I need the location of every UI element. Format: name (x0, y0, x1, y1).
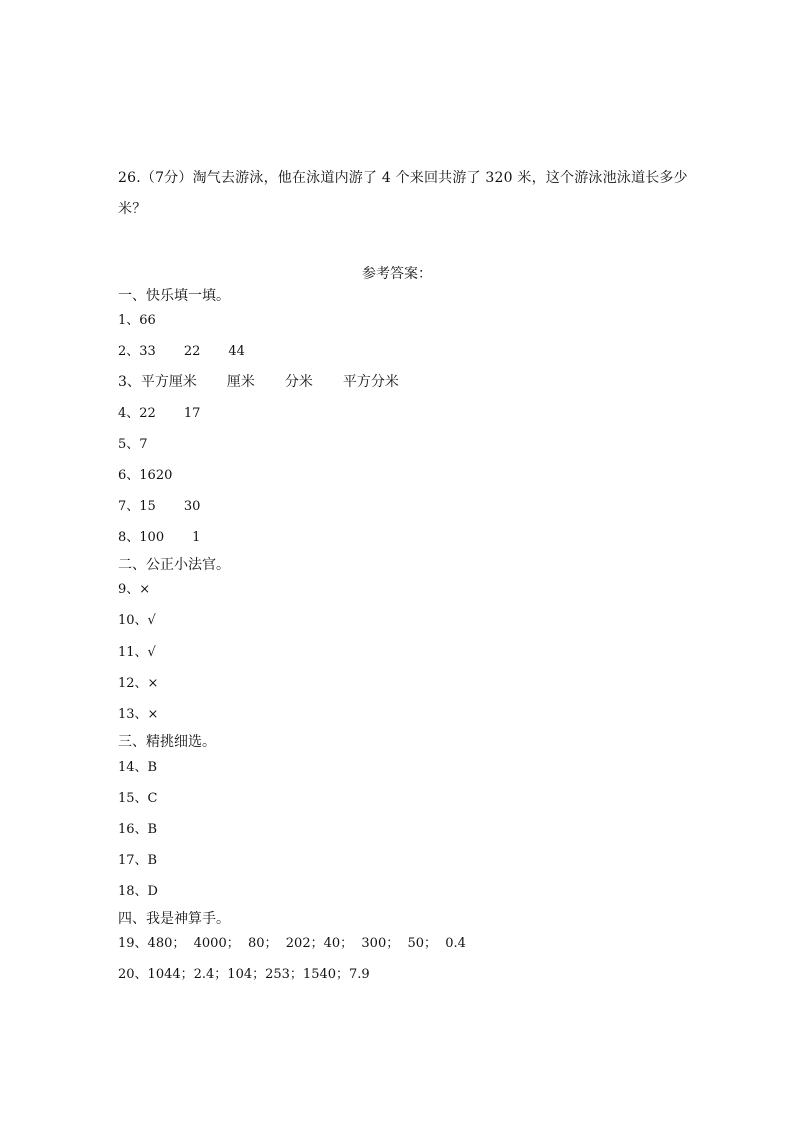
answer-number: 2、 (118, 344, 140, 359)
answer-value: 平方厘米 (140, 374, 197, 390)
answer-value: 30 (183, 499, 201, 514)
answer-row-12 (118, 675, 158, 693)
answer-row-2 (118, 343, 245, 361)
answer-value: D (147, 884, 158, 899)
answers-title: 参考答案： (362, 266, 432, 282)
answer-value: × (147, 676, 159, 691)
answer-value: 22 (139, 406, 156, 421)
answer-value: √ (147, 645, 156, 660)
answer-number: 7、 (118, 499, 140, 514)
answer-row-13 (118, 706, 158, 724)
answer-value: √ (147, 613, 156, 628)
answer-row-14 (118, 759, 157, 777)
answer-value: 44 (228, 344, 245, 359)
answer-value: 15 (139, 499, 156, 514)
answer-value: B (147, 760, 158, 775)
section-heading-1: 一、快乐填一填。 (118, 288, 230, 304)
answer-value: 7 (139, 437, 148, 452)
answer-number: 13、 (118, 707, 148, 722)
answer-value: 1 (192, 530, 201, 545)
answer-number: 6、 (118, 468, 140, 483)
answer-row-20 (118, 966, 370, 984)
answer-row-4 (118, 405, 200, 423)
answer-number: 10、 (118, 613, 148, 628)
answer-row-10 (118, 612, 156, 630)
answer-value: B (147, 853, 158, 868)
answer-value: 平方分米 (342, 374, 399, 390)
answer-row-18 (118, 883, 158, 901)
answer-value: 33 (139, 344, 156, 359)
answer-number: 17、 (118, 853, 148, 868)
answer-row-8 (118, 529, 200, 547)
answer-value: C (147, 791, 158, 806)
answer-number: 8、 (118, 530, 140, 545)
answer-value: 22 (183, 344, 201, 359)
answer-row-3 (118, 373, 399, 391)
answer-number: 1、 (118, 313, 140, 328)
answer-value: 17 (183, 406, 201, 421)
answer-value: 1620 (139, 468, 173, 483)
answer-value: B (147, 822, 158, 837)
answer-number: 15、 (118, 791, 148, 806)
answer-value: × (147, 707, 159, 722)
answer-row-17 (118, 852, 157, 870)
answer-value: × (139, 582, 151, 597)
answer-number: 5、 (118, 437, 140, 452)
answer-row-1 (118, 312, 156, 330)
answer-value: 1044；2.4；104；253；1540；7.9 (147, 967, 370, 982)
section-heading-3: 三、精挑细选。 (118, 734, 216, 750)
answer-row-9 (118, 581, 150, 599)
answer-number: 4、 (118, 406, 140, 421)
answer-row-11 (118, 644, 156, 662)
answer-number: 20、 (118, 967, 148, 982)
answer-value: 厘米 (226, 374, 255, 390)
answer-value: 分米 (284, 374, 313, 390)
answer-row-7 (118, 498, 200, 516)
section-heading-4: 四、我是神算手。 (118, 911, 230, 927)
answer-row-19 (118, 935, 466, 953)
answer-row-16 (118, 821, 157, 839)
answer-number: 16、 (118, 822, 148, 837)
answer-number: 9、 (118, 582, 140, 597)
answer-row-6 (118, 467, 172, 485)
answer-value: 480； 4000； 80； 202；40； 300； 50； 0.4 (147, 936, 466, 951)
answer-number: 12、 (118, 676, 148, 691)
answer-number: 14、 (118, 760, 148, 775)
answer-number: 19、 (118, 936, 148, 951)
answer-number: 11、 (118, 645, 148, 660)
answer-value: 66 (139, 313, 156, 328)
section-heading-2: 二、公正小法官。 (118, 557, 230, 573)
answer-number: 18、 (118, 884, 148, 899)
question-26: 26.（7分）淘气去游泳，他在泳道内游了 4 个来回共游了 320 米，这个游泳池泳道长多少米？ (118, 170, 688, 217)
answer-value: 100 (139, 530, 165, 545)
answer-row-15 (118, 790, 158, 808)
answer-row-5 (118, 436, 148, 454)
answer-number: 3、 (118, 374, 141, 390)
